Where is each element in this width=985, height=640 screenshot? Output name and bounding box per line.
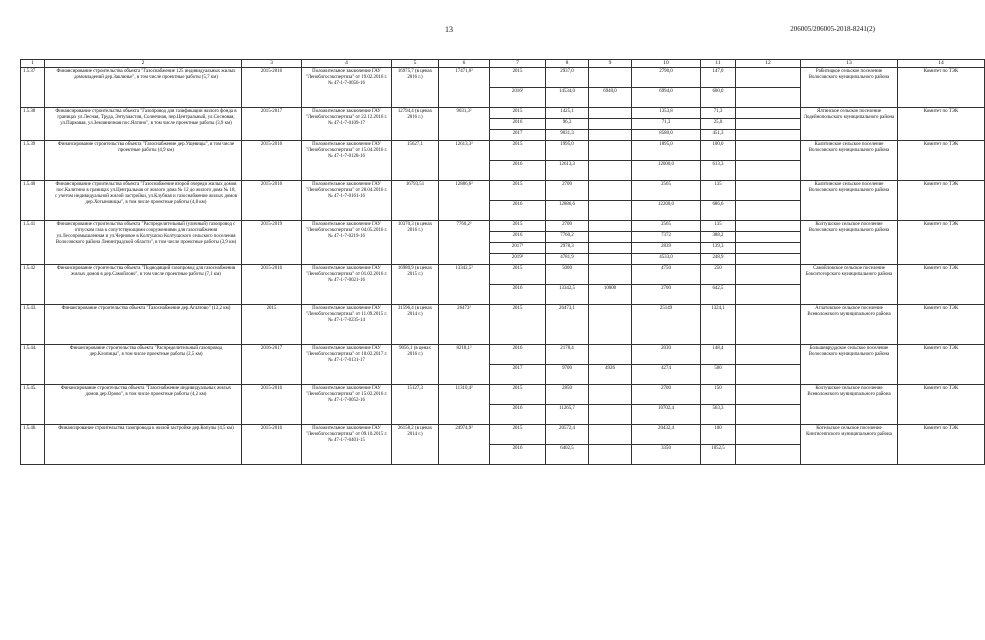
federal-cell (589, 161, 632, 181)
object-name-cell: Финансирование строительства объекта "Подводящий газопровод для газоснабжения жилых домов в дер.Самойлово", в том числе проектные работы (7,1 км) (45, 265, 242, 305)
total-cell: 2700 (546, 221, 589, 232)
year-cell: 2016 (490, 285, 546, 305)
row-number-cell: 1.5.46. (21, 425, 45, 465)
table-row (21, 265, 985, 285)
total-cell: 12613,3 (546, 161, 589, 181)
col12-cell (736, 305, 801, 345)
year-cell: 2015 (490, 68, 546, 88)
year-cell: 2017 (490, 365, 546, 385)
col12-cell (736, 130, 801, 141)
header-cell-13: 13 (801, 60, 898, 68)
program-table (20, 59, 985, 465)
federal-cell (589, 232, 632, 243)
cost-cell: 26158,2 (в ценах 2014 г.) (392, 425, 439, 465)
page-number: 13 (445, 25, 453, 34)
total-cell: 96,3 (546, 119, 589, 130)
regional-cell: 12200,0 (632, 201, 701, 221)
federal-cell (589, 108, 632, 119)
col12-cell (736, 445, 801, 465)
table-row (21, 108, 985, 119)
object-name-cell: Финансирование строительства объекта "Распределительный (уличный) газопровод с отпуском газа к сопутствующими сооружениями для газоснабжения ул.Лесопромышленная и ул.Черновое в Колтушско Колтушского сельского поселения Волосовского района Ленинградской области", в том числе проектные работы (3,9 км) (45, 221, 242, 265)
year-cell: 2016 (490, 119, 546, 130)
executor-cell: Комитет по ТЭК (898, 385, 985, 425)
year-cell: 2015 (490, 265, 546, 285)
local-cell: 563,3 (701, 405, 736, 425)
header-cell-8: 8 (546, 60, 589, 68)
municipality-cell: Колтушское сельское поселение Всеволожского муниципального района (801, 385, 898, 425)
federal-cell (589, 425, 632, 445)
local-cell: 71,3 (701, 108, 736, 119)
year-cell: 2015 (490, 305, 546, 345)
federal-cell (589, 130, 632, 141)
total-cell: 11265,7 (546, 405, 589, 425)
federal-cell (589, 243, 632, 254)
regional-cell: 2700 (632, 385, 701, 405)
executor-cell: Комитет по ТЭК (898, 181, 985, 221)
total-cell: 20572,4 (546, 425, 589, 445)
col12-cell (736, 365, 801, 385)
municipality-cell: Калитинское сельское поселение Волосовского муниципального района (801, 141, 898, 181)
col12-cell (736, 232, 801, 243)
local-cell: 100 (701, 425, 736, 445)
local-cell: 600,0 (701, 88, 736, 108)
cost-cell: 10370,3 (в ценах 2016 г.) (392, 221, 439, 265)
total-cell: 26473,1 (546, 305, 589, 345)
table-row (21, 305, 985, 345)
executor-cell: Комитет по ТЭК (898, 141, 985, 181)
header-cell-2: 2 (45, 60, 242, 68)
col12-cell (736, 385, 801, 405)
federal-cell (589, 181, 632, 201)
local-cell: 250 (701, 265, 736, 285)
local-cell: 686,6 (701, 201, 736, 221)
local-cell: 135 (701, 181, 736, 201)
row-number-cell: 1.5.43. (21, 305, 45, 345)
col12-cell (736, 221, 801, 232)
year-cell: 2016 (490, 201, 546, 221)
col12-cell (736, 405, 801, 425)
federal-cell (589, 305, 632, 345)
object-name-cell: Финансирование строительства объекта "Газоснабжение второй очереди жилых домов пос.Калитино в границах ул.Центральная от жилого дома № 12 до жилого дома № 18, с учетом индивидуальной жилой застройки, ул.Клубная и газоснабжение жилых домов дер.Хотыновицы", в том числе проектные работы (4,8 км) (45, 181, 242, 221)
expertise-cell: Положительное заключение ГАУ "Леноблгосэкспертиза" от 22.12.2016 г. № 47-1-7-0109-17 (302, 108, 392, 141)
object-name-cell: Финансирование строительства объекта "Газоснабжение индивидуальных жилых домов дер.Орово", в том числе проектные работы (4,2 км) (45, 385, 242, 425)
municipality-cell: Рабитицкое сельское поселение Волосовского муниципального района (801, 68, 898, 108)
regional-cell: 4274 (632, 365, 701, 385)
table-row (21, 221, 985, 232)
col12-cell (736, 285, 801, 305)
row-number-cell: 1.5.41 (21, 221, 45, 265)
regional-cell: 2565 (632, 221, 701, 232)
local-cell: 248,9 (701, 254, 736, 265)
expertise-cell: Положительное заключение ГАУ "Леноблгосэкспертиза" от 11.09.2015 г. № 47-1-7-0235-14 (302, 305, 392, 345)
local-cell: 147,0 (701, 68, 736, 88)
row-number-cell: 1.5.44. (21, 345, 45, 385)
col12-cell (736, 345, 801, 365)
row-number-cell: 1.5.39 (21, 141, 45, 181)
total-cell: 14534,0 (546, 88, 589, 108)
regional-cell: 2790,0 (632, 68, 701, 88)
federal-cell (589, 201, 632, 221)
cost-cell: 31596,4 (в ценах 2014 г.) (392, 305, 439, 345)
table-row (21, 385, 985, 405)
col12-cell (736, 119, 801, 130)
local-cell: 148,4 (701, 345, 736, 365)
header-cell-14: 14 (898, 60, 985, 68)
amount-cell: 24974,9² (439, 425, 490, 465)
executor-cell: Комитет по ТЭК (898, 305, 985, 345)
federal-cell: 10000 (589, 285, 632, 305)
col12-cell (736, 201, 801, 221)
federal-cell (589, 221, 632, 232)
year-cell: 2017 (490, 130, 546, 141)
total-cell: 9700 (546, 365, 589, 385)
col12-cell (736, 243, 801, 254)
row-number-cell: 1.5.45. (21, 385, 45, 425)
expertise-cell: Положительное заключение ГАУ "Леноблгосэкспертиза" от 04.05.2016 г. № 47-1-7-0219-16 (302, 221, 392, 265)
amount-cell: 13342,5² (439, 265, 490, 305)
executor-cell: Комитет по ТЭК (898, 108, 985, 141)
federal-cell (589, 254, 632, 265)
year-cell: 2016³ (490, 88, 546, 108)
local-cell: 1052,5 (701, 445, 736, 465)
amount-cell: 12613,3² (439, 141, 490, 181)
header-cell-11: 11 (701, 60, 736, 68)
total-cell: 2700 (546, 181, 589, 201)
year-cell: 2016 (490, 445, 546, 465)
federal-cell (589, 265, 632, 285)
municipality-cell: Самойловское сельское поселение Бокситогорского муниципального района (801, 265, 898, 305)
federal-cell (589, 141, 632, 161)
period-cell: 2015-2016 (242, 181, 302, 221)
federal-cell (589, 119, 632, 130)
table-row (21, 345, 985, 365)
object-name-cell: Финансирование строительства объекта "Газоснабжение дер.Ущевицы", в том числе проектные работы (4,9 км) (45, 141, 242, 181)
regional-cell: 4750 (632, 265, 701, 285)
object-name-cell: Финансирование строительства объекта "Газопровод для газификации жилого фонда в границах ул.Лесная, Труда, Энтузиастов, Солнечная, пер.Центральный, ул.Сосновая, ул.Парковая, ул.Земляничная пос.Ялгино", в том числе проектные работы (3,9 км) (45, 108, 242, 141)
object-name-cell: Финансирование строительства объекта "Распределительный газопровод дер.Клопицы", в том числе проектные работы (2,5 км) (45, 345, 242, 385)
year-cell: 2016 (490, 345, 546, 365)
regional-cell: 4533,0 (632, 254, 701, 265)
executor-cell: Комитет по ТЭК (898, 68, 985, 108)
total-cell: 6402,5 (546, 445, 589, 465)
col12-cell (736, 181, 801, 201)
col12-cell (736, 108, 801, 119)
header-cell-12: 12 (736, 60, 801, 68)
federal-cell (589, 445, 632, 465)
col12-cell (736, 88, 801, 108)
table-row (21, 425, 985, 445)
year-cell: 2017² (490, 243, 546, 254)
expertise-cell: Положительное заключение ГАУ "Леноблгосэкспертиза" от 09.10.2015 г. № 47-1-7-0401-15 (302, 425, 392, 465)
total-cell: 9031,3 (546, 130, 589, 141)
executor-cell: Комитет по ТЭК (898, 345, 985, 385)
cost-cell: 15627,1 (392, 141, 439, 181)
year-cell: 2015 (490, 108, 546, 119)
amount-cell: 8218,1² (439, 345, 490, 385)
executor-cell: Комитет по ТЭК (898, 425, 985, 465)
table-header-row (21, 60, 985, 68)
total-cell: 2850 (546, 385, 589, 405)
header-cell-9: 9 (589, 60, 632, 68)
municipality-cell: Калитинское сельское поселение Волосовского муниципального района (801, 181, 898, 221)
object-name-cell: Финансирование строительства газопровода к жилой застройке дер.Копулы (4,5 км) (45, 425, 242, 465)
expertise-cell: Положительное заключение ГАУ "Леноблгосэкспертиза" от 28.04.2016 г. № 47-1-7-0161-16 (302, 181, 392, 221)
regional-cell: 12000,0 (632, 161, 701, 181)
regional-cell: 7372 (632, 232, 701, 243)
period-cell: 2015-2016 (242, 385, 302, 425)
header-cell-5: 5 (392, 60, 439, 68)
regional-cell: 1353,8 (632, 108, 701, 119)
row-number-cell: 1.5.42 (21, 265, 45, 305)
municipality-cell: Колтушское сельское поселение Волосовского муниципального района (801, 221, 898, 265)
regional-cell: 8580,0 (632, 130, 701, 141)
executor-cell: Комитет по ТЭК (898, 265, 985, 305)
regional-cell: 2839 (632, 243, 701, 254)
local-cell: 25,0 (701, 119, 736, 130)
federal-cell (589, 345, 632, 365)
cost-cell: 16980,9 (в ценах 2015 г.) (392, 265, 439, 305)
amount-cell: 7760,2² (439, 221, 490, 265)
regional-cell: 6994,0 (632, 88, 701, 108)
cost-cell: 9056,1 (в ценах 2016 г.) (392, 345, 439, 385)
municipality-cell: Аглатовское сельское поселение Всеволожского муниципального района (801, 305, 898, 345)
federal-cell (589, 68, 632, 88)
local-cell: 451,3 (701, 130, 736, 141)
local-cell: 150 (701, 385, 736, 405)
header-cell-4: 4 (302, 60, 392, 68)
regional-cell: 2030 (632, 345, 701, 365)
expertise-cell: Положительное заключение ГАУ "Леноблгосэкспертиза" от 15.04.2016 г. № 47-1-7-0128-16 (302, 141, 392, 181)
cost-cell: 16975,7 (в ценах 2016 г.) (392, 68, 439, 108)
col12-cell (736, 68, 801, 88)
col12-cell (736, 425, 801, 445)
municipality-cell: Большевруддское сельское поселение Волосовского муниципального района (801, 345, 898, 385)
regional-cell: 2700 (632, 285, 701, 305)
federal-cell: 6940,0 (589, 88, 632, 108)
executor-cell: Комитет по ТЭК (898, 221, 985, 265)
row-number-cell: 1.5.37 (21, 68, 45, 108)
total-cell: 4781,9 (546, 254, 589, 265)
regional-cell: 20432,4 (632, 425, 701, 445)
document-id: 206005/206005-2018-8241(2) (790, 25, 875, 33)
col12-cell (736, 161, 801, 181)
table-row (21, 181, 985, 201)
amount-cell: 17471,0² (439, 68, 490, 108)
header-cell-3: 3 (242, 60, 302, 68)
header-cell-7: 7 (490, 60, 546, 68)
period-cell: 2015 (242, 305, 302, 345)
year-cell: 2015 (490, 385, 546, 405)
total-cell: 2978,3 (546, 243, 589, 254)
period-cell: 2015-2016 (242, 265, 302, 305)
federal-cell (589, 405, 632, 425)
municipality-cell: Ялгинское сельское поселение Лодейнопольского муниципального района (801, 108, 898, 141)
amount-cell: 9031,3² (439, 108, 490, 141)
expertise-cell: Положительное заключение ГАУ "Леноблгосэкспертиза" от 15.02.2016 г. № 47-1-7-0052-16 (302, 385, 392, 425)
year-cell: 2016 (490, 405, 546, 425)
amount-cell: 26473² (439, 305, 490, 345)
col12-cell (736, 254, 801, 265)
year-cell: 2015 (490, 425, 546, 445)
header-cell-1: 1 (21, 60, 45, 68)
local-cell: 500 (701, 365, 736, 385)
period-cell: 2015-2019 (242, 221, 302, 265)
row-number-cell: 1.5.38 (21, 108, 45, 141)
cost-cell: 12794,4 (в ценах 2016 г.) (392, 108, 439, 141)
regional-cell: 1895,0 (632, 141, 701, 161)
row-number-cell: 1.5.40 (21, 181, 45, 221)
total-cell: 1995,0 (546, 141, 589, 161)
regional-cell: 10702,4 (632, 405, 701, 425)
header-cell-10: 10 (632, 60, 701, 68)
regional-cell: 2565 (632, 181, 701, 201)
period-cell: 2015-2016 (242, 68, 302, 108)
year-cell: 2019² (490, 254, 546, 265)
table-row (21, 68, 985, 88)
year-cell: 2015 (490, 141, 546, 161)
regional-cell: 25149 (632, 305, 701, 345)
total-cell: 2178,4 (546, 345, 589, 365)
period-cell: 2015-2016 (242, 141, 302, 181)
period-cell: 2015-2017 (242, 108, 302, 141)
total-cell: 7760,2 (546, 232, 589, 243)
col12-cell (736, 141, 801, 161)
expertise-cell: Положительное заключение ГАУ "Леноблгосэкспертиза" от 10.02.2017 г. № 47-1-7-0131-17 (302, 345, 392, 385)
period-cell: 2015-2016 (242, 425, 302, 465)
object-name-cell: Финансирование строительства объекта "Газоснабжение 125 индивидуальных жилых домовладений дер.Заклинье", в том числе проектные работы (5,7 км) (45, 68, 242, 108)
col12-cell (736, 265, 801, 285)
local-cell: 100,0 (701, 141, 736, 161)
total-cell: 1425,1 (546, 108, 589, 119)
year-cell: 2015 (490, 221, 546, 232)
expertise-cell: Положительное заключение ГАУ "Леноблгосэкспертиза" от 01.02.2016 г. № 47-1-7-0021-16 (302, 265, 392, 305)
table-row (21, 141, 985, 161)
cost-cell: 16793,51 (392, 181, 439, 221)
local-cell: 139,3 (701, 243, 736, 254)
amount-cell: 11310,4² (439, 385, 490, 425)
total-cell: 12886,6 (546, 201, 589, 221)
local-cell: 388,2 (701, 232, 736, 243)
total-cell: 13342,5 (546, 285, 589, 305)
local-cell: 135 (701, 221, 736, 232)
municipality-cell: Котельское сельское поселение Кингисеппского муниципального района (801, 425, 898, 465)
total-cell: 5000 (546, 265, 589, 285)
header-cell-6: 6 (439, 60, 490, 68)
year-cell: 2016 (490, 232, 546, 243)
object-name-cell: Финансирование строительства объекта "Газоснабжение дер.Аглатово" (12,2 км) (45, 305, 242, 345)
period-cell: 2016-2017 (242, 345, 302, 385)
amount-cell: 12886,6² (439, 181, 490, 221)
expertise-cell: Положительное заключение ГАУ "Леноблгосэкспертиза" от 19.02.2016 г. № 47-1-7-0056-16 (302, 68, 392, 108)
year-cell: 2016 (490, 161, 546, 181)
total-cell: 2937,0 (546, 68, 589, 88)
regional-cell: 71,3 (632, 119, 701, 130)
cost-cell: 15127,3 (392, 385, 439, 425)
local-cell: 613,3 (701, 161, 736, 181)
federal-cell (589, 385, 632, 405)
local-cell: 642,5 (701, 285, 736, 305)
local-cell: 1324,1 (701, 305, 736, 345)
federal-cell: 4926 (589, 365, 632, 385)
regional-cell: 3350 (632, 445, 701, 465)
year-cell: 2015 (490, 181, 546, 201)
